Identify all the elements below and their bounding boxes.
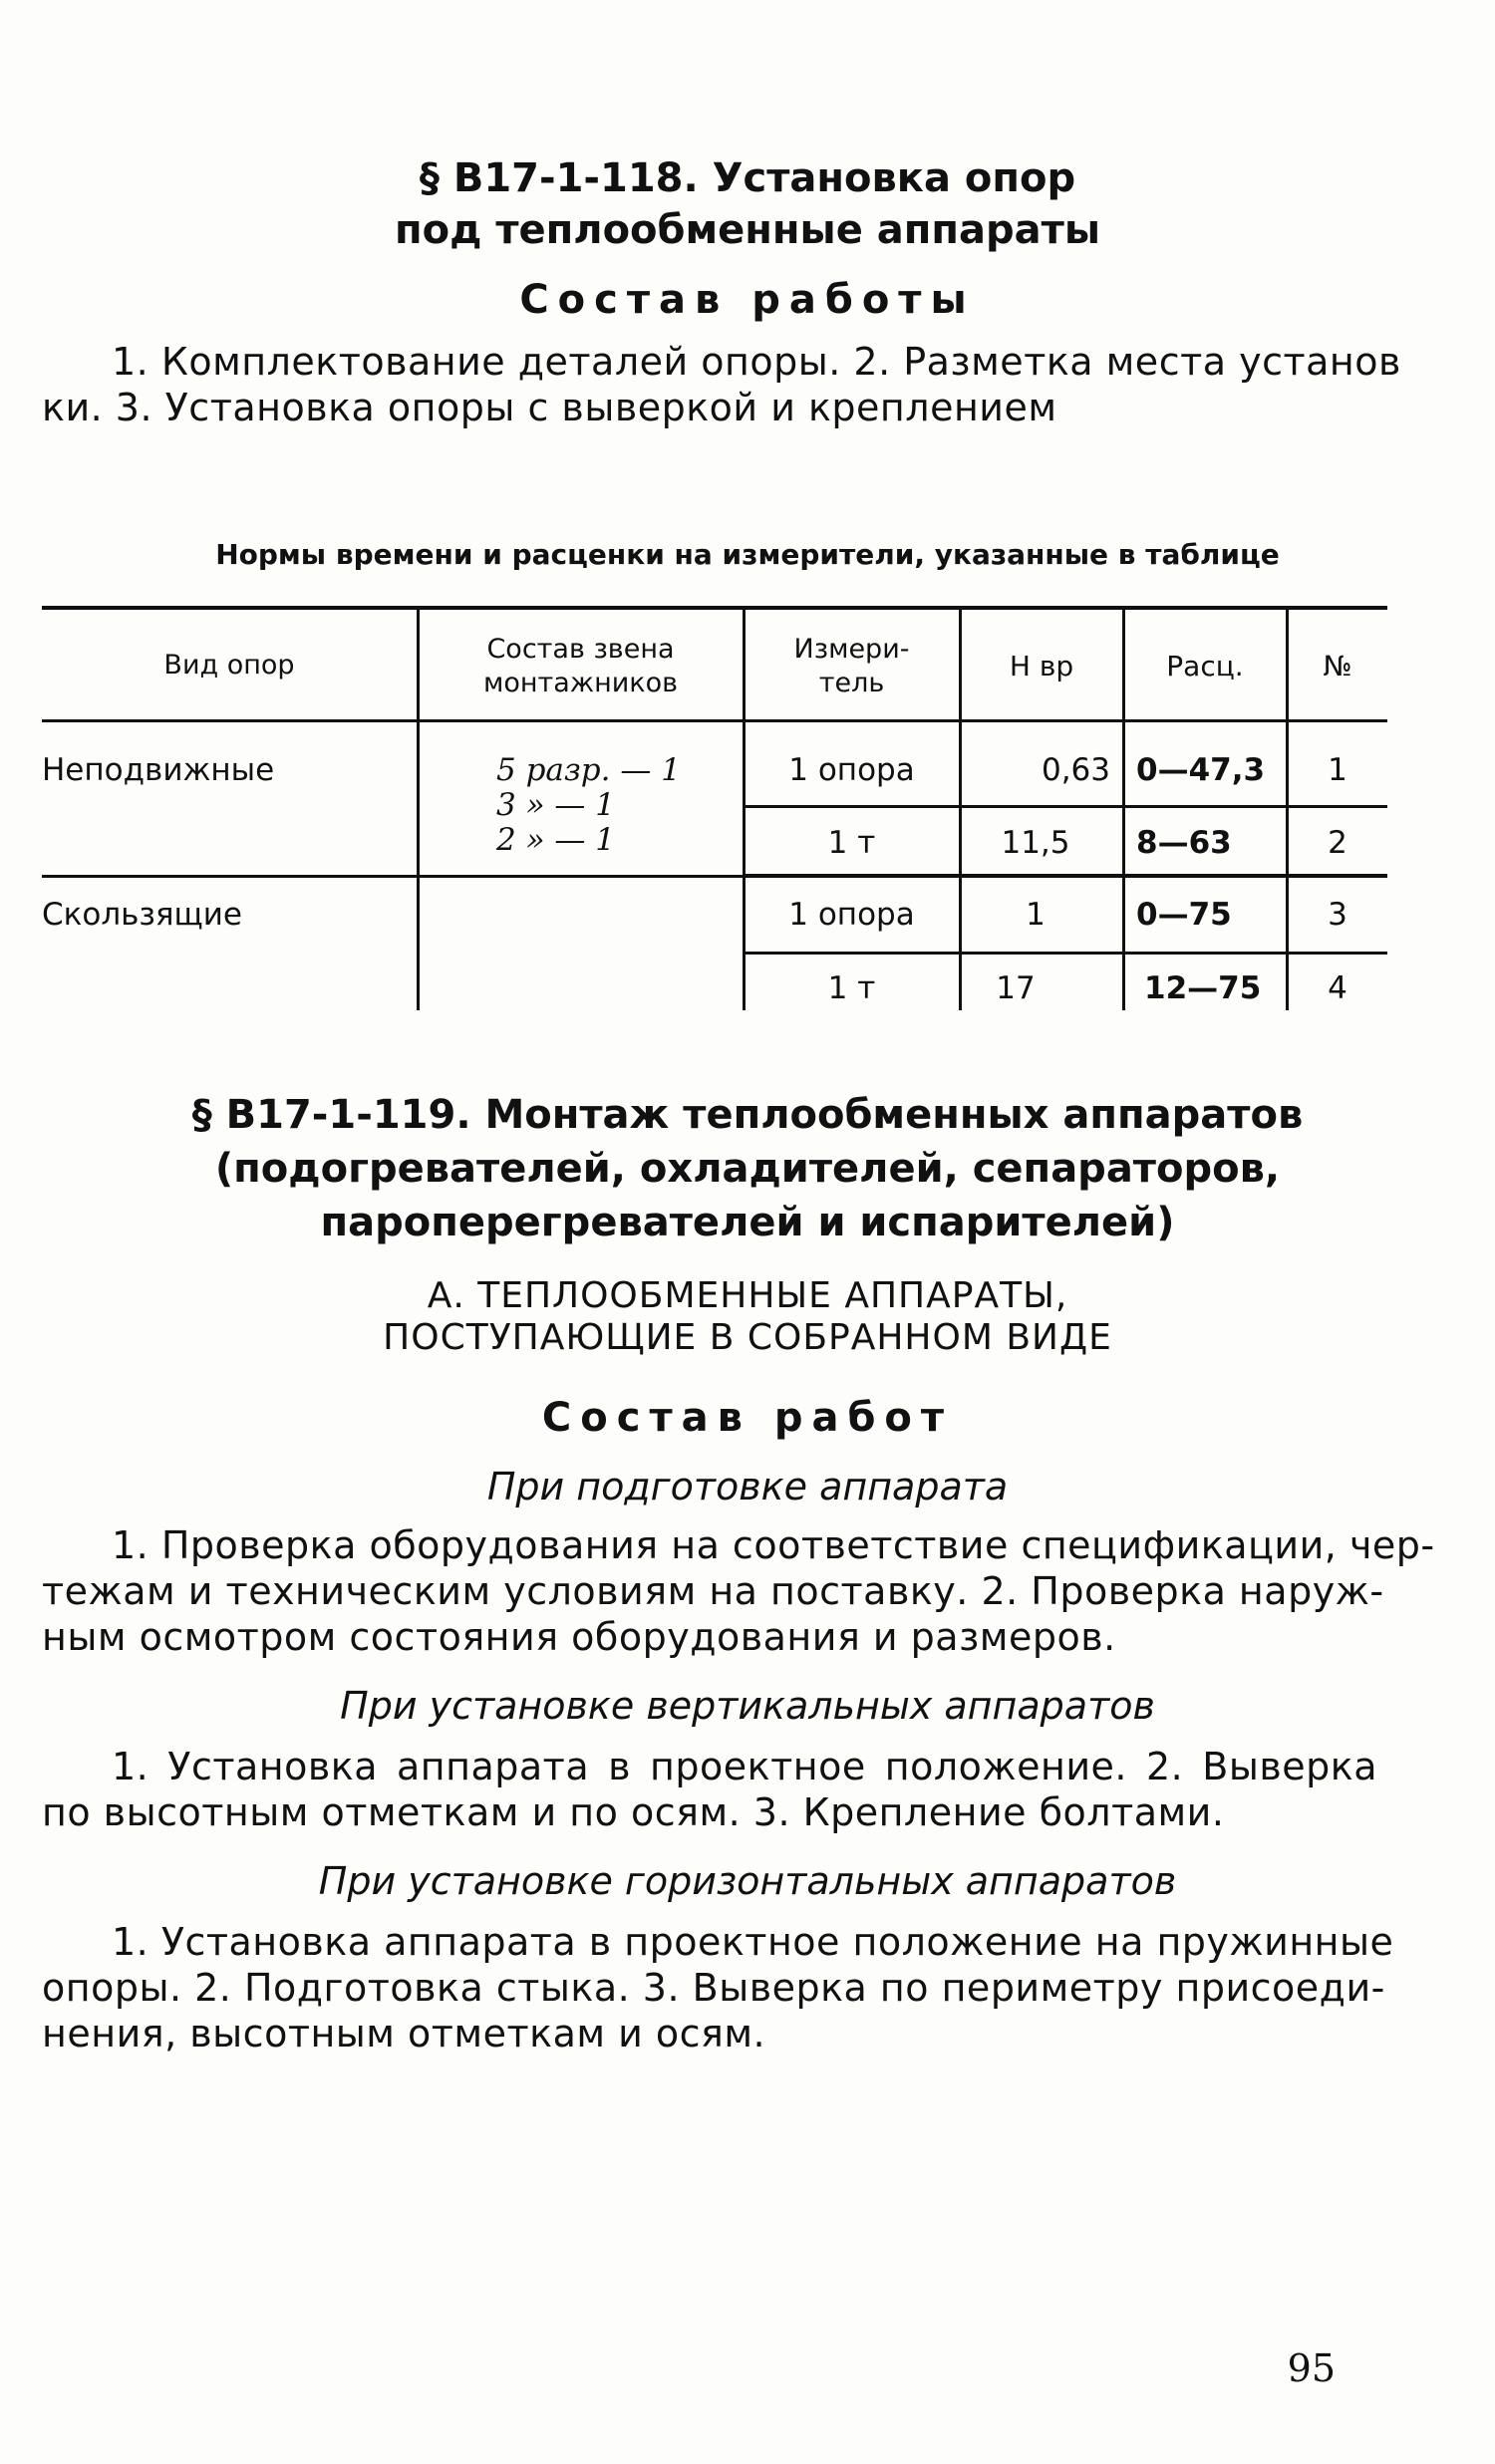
sub2-line: 1. Установка аппарата в проектное положение. 2. Выверка xyxy=(112,1745,1377,1788)
table-rule-header xyxy=(42,719,1387,722)
table-rule-top xyxy=(42,606,1387,610)
page-number: 95 xyxy=(1287,2346,1336,2390)
section2-title-line1: § В17-1-119. Монтаж теплообменных аппаратов xyxy=(191,1092,1304,1138)
sub1-line: тежам и техническим условиям на поставку. 2. Проверка наруж- xyxy=(42,1569,1384,1613)
row4-nvr: 17 xyxy=(996,970,1036,1006)
table-rule-row xyxy=(743,952,1387,955)
row2-no: 2 xyxy=(1328,825,1347,861)
section2-title-line2: (подогревателей, охладителей, сепараторов, xyxy=(214,1146,1281,1192)
section1-title-line2: под теплообменные аппараты xyxy=(394,207,1101,253)
section2-title-line3: пароперегревателей и испарителей) xyxy=(320,1200,1175,1245)
section2-subtitle-line2: ПОСТУПАЮЩИЕ В СОБРАННОМ ВИДЕ xyxy=(383,1317,1112,1358)
row4-rate: 12—75 xyxy=(1144,970,1262,1006)
section2-subtitle-line1: А. ТЕПЛООБМЕННЫЕ АППАРАТЫ, xyxy=(427,1275,1068,1316)
section2-heading: Состав работ xyxy=(541,1395,954,1441)
row1-nvr: 0,63 xyxy=(1041,752,1110,788)
row1-unit: 1 опора xyxy=(788,752,915,788)
row3-no: 3 xyxy=(1328,897,1347,933)
sub1-title: При подготовке аппарата xyxy=(486,1465,1009,1508)
sub2-title: При установке вертикальных аппаратов xyxy=(340,1684,1155,1728)
sub3-paragraph xyxy=(42,1919,1394,2056)
section1-paragraph xyxy=(42,339,1401,430)
row3-unit: 1 опора xyxy=(788,897,915,933)
type-sliding: Скользящие xyxy=(42,897,242,933)
header-type: Вид опор xyxy=(163,650,295,681)
header-crew-l2: монтажников xyxy=(482,668,679,698)
section1-para-line: 1. Комплектование деталей опоры. 2. Разметка места установ xyxy=(112,340,1401,384)
header-rate: Расц. xyxy=(1166,650,1244,683)
sub2-paragraph xyxy=(42,1744,1377,1835)
section1-title-line1: § В17-1-118. Установка опор xyxy=(419,155,1076,201)
header-unit-l1: Измери- xyxy=(793,634,910,665)
row2-nvr: 11,5 xyxy=(1001,825,1070,861)
sub3-line: опоры. 2. Подготовка стыка. 3. Выверка по периметру присоеди- xyxy=(42,1966,1385,2010)
header-crew-l1: Состав звена xyxy=(486,634,675,665)
row2-unit: 1 т xyxy=(827,825,876,861)
sub2-line: по высотным отметкам и по осям. 3. Крепление болтами. xyxy=(42,1790,1225,1834)
row1-rate: 0—47,3 xyxy=(1136,752,1266,788)
header-no: № xyxy=(1323,650,1352,683)
table-rule-row xyxy=(743,874,1387,877)
section1-para-line: ки. 3. Установка опоры с выверкой и креплением xyxy=(42,386,1057,429)
crew-line: 3 » — 1 xyxy=(496,787,615,823)
row3-rate: 0—75 xyxy=(1136,897,1232,933)
crew-line: 2 » — 1 xyxy=(496,822,615,858)
row4-no: 4 xyxy=(1328,970,1347,1006)
type-fixed: Неподвижные xyxy=(42,752,275,788)
section1-heading: Состав работы xyxy=(519,277,976,323)
sub1-paragraph xyxy=(42,1522,1435,1660)
sub3-line: 1. Установка аппарата в проектное положение на пружинные xyxy=(112,1920,1394,1964)
row2-rate: 8—63 xyxy=(1136,825,1232,861)
row1-no: 1 xyxy=(1328,752,1347,788)
table-rule-row xyxy=(743,805,1387,808)
table-caption: Нормы времени и расценки на измерители, указанные в таблице xyxy=(215,538,1280,571)
header-unit-l2: тель xyxy=(818,668,885,698)
sub3-line: нения, высотным отметкам и осям. xyxy=(42,2012,766,2055)
header-nvr: Н вр xyxy=(1009,650,1074,683)
sub1-line: ным осмотром состояния оборудования и размеров. xyxy=(42,1615,1116,1659)
row3-nvr: 1 xyxy=(1026,897,1046,933)
crew-line: 5 разр. — 1 xyxy=(496,752,681,788)
sub1-line: 1. Проверка оборудования на соответствие спецификации, чер- xyxy=(112,1523,1435,1567)
sub3-title: При установке горизонтальных аппаратов xyxy=(318,1859,1177,1903)
table-rule-type xyxy=(42,875,417,878)
row4-unit: 1 т xyxy=(827,970,876,1006)
